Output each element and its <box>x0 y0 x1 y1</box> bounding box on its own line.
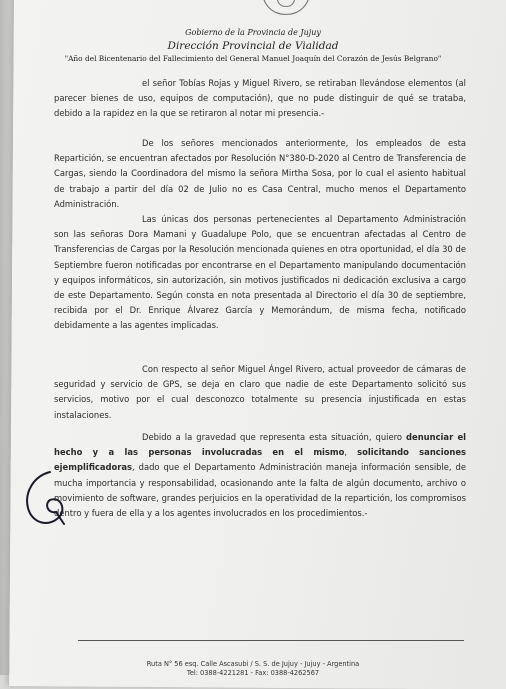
handwritten-mark-signature <box>20 466 70 532</box>
header-year-motto: "Año del Bicentenario del Fallecimiento del General Manuel Joaquín del Corazón de Jesús Belgrano" <box>64 54 442 63</box>
paragraph-1: De los señores mencionados anteriormente, los empleados de esta Repartición, se encuentran afectados por Resolución N°380-D-2020 al Centro de Transferencia de Cargas, siendo la Coordinadora del mismo la señora Mirtha Sosa, por lo cual el asiento habitual de trabajo a partir del día 02 de Julio no es Casa Central, mucho menos el Departamento Administración. <box>54 138 466 209</box>
bold-denounce: denunciar el hecho y a las personas involucradas en el mismo <box>54 432 466 458</box>
paragraph-4-rest: , dado que el Departamento Administración maneja información sensible, de mucha importancia y responsabilidad, ocasionando ante la falta de algún documento, archivo o movimiento de software, grandes perjuicios en la operatividad de la repartición, los compromisos dentro y fuera de ella y a los agentes involucrados en los procedimientos.- <box>54 462 466 519</box>
footer-divider <box>78 640 464 641</box>
coat-of-arms-seal <box>262 0 310 15</box>
paragraph-4 <box>54 430 466 521</box>
paragraph-4-intro: Debido a la gravedad que representa esta situación, quiero <box>142 432 407 442</box>
paragraph-4-comma: , <box>344 447 358 458</box>
header-government: Gobierno de la Provincia de Jujuy <box>185 28 321 37</box>
footer-phone: Tel: 0388-4221281 - Fax: 0388-4262567 <box>186 669 320 677</box>
footer-address: Ruta N° 56 esq. Calle Ascasubi / S. S. de Jujuy - Jujuy - Argentina <box>146 660 360 668</box>
paragraph-2: Las únicas dos personas pertenecientes al Departamento Administración son las señoras Dora Mamani y Guadalupe Polo, que se encuentran afectadas al Centro de Transferencias de Cargas por la Resolución mencionada quienes en otra oportunidad, el día 30 de Septiembre fueron notificadas por encontrarse en el Departamento manipulando documentación y equipos informáticos, sin autorización, sin motivos justificados ni dedicación exclusiva a cargo de este Departamento. Según consta en nota presentada al Directorio el día 30 de septiembre, recibida por el Dr. Enrique Álvarez García y Memorándum, de misma fecha, notificado debidamente a las agentes implicadas. <box>54 214 466 331</box>
paragraph-0: el señor Tobías Rojas y Miguel Rivero, se retiraban llevándose elementos (al parecer bienes de uso, equipos de computación), que no pude distinguir de qué se trataba, debido a la rapidez en la que se retiraron al notar mi presencia.- <box>54 78 466 119</box>
bold-sanctions: solicitando sanciones ejemplificadoras <box>54 447 467 473</box>
paragraph-3: Con respecto al señor Miguel Ángel Rivero, actual proveedor de cámaras de seguridad y servicio de GPS, se deja en claro que nadie de este Departamento solicitó sus servicios, motivo por el cual desconozco totalmente su presencia injustificada en estas instalaciones. <box>54 364 466 420</box>
header-directorate: Dirección Provincial de Vialidad <box>167 40 339 52</box>
